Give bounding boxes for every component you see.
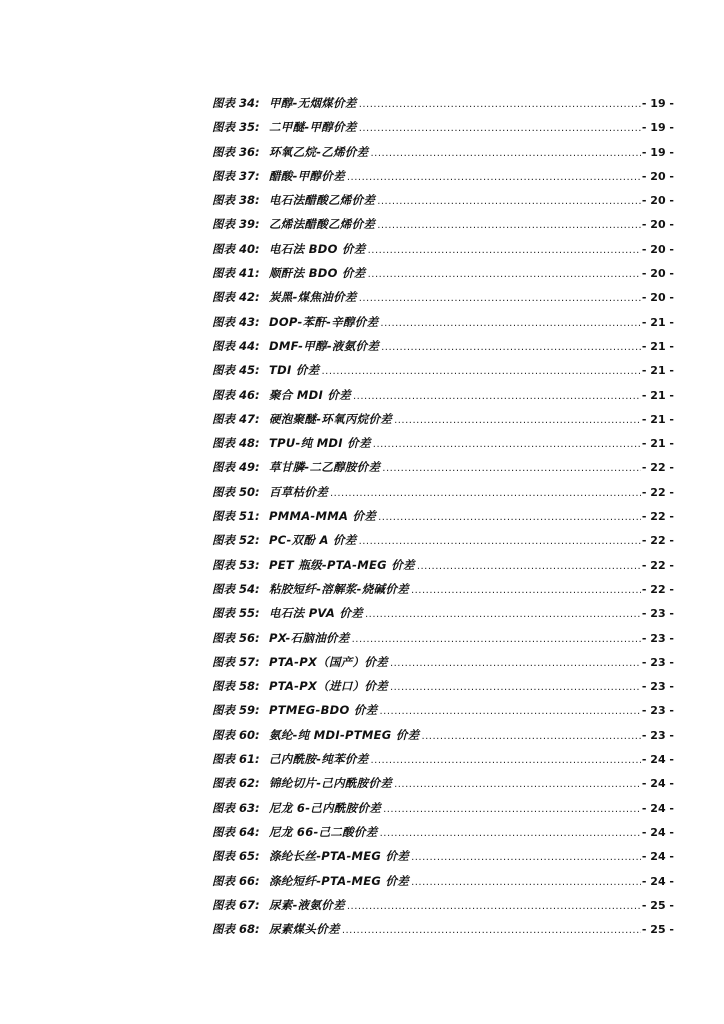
figure-number: 图表 42: — [212, 290, 260, 305]
dot-leader — [359, 287, 641, 311]
figure-number: 图表 60: — [212, 727, 260, 742]
dot-leader — [417, 555, 641, 579]
toc-entry[interactable] — [212, 212, 674, 236]
page-number[interactable]: - 20 - — [641, 194, 674, 208]
page-number[interactable]: - 21 - — [641, 437, 674, 451]
toc-entry[interactable] — [212, 698, 674, 722]
figure-title[interactable]: 涤纶长丝-PTA-MEG 价差 — [269, 849, 410, 864]
toc-entry[interactable] — [212, 431, 674, 455]
page-number[interactable]: - 21 - — [641, 339, 674, 353]
figure-title[interactable]: 氨纶-纯 MDI-PTMEG 价差 — [269, 727, 420, 742]
dot-leader — [347, 895, 641, 919]
figure-title[interactable]: 顺酐法 BDO 价差 — [269, 266, 366, 281]
figure-title[interactable]: 己内酰胺-纯苯价差 — [269, 752, 369, 767]
page-number[interactable]: - 21 - — [641, 412, 674, 426]
toc-entry[interactable] — [212, 188, 674, 212]
figure-number: 图表 44: — [212, 338, 260, 353]
figure-title[interactable]: 锦纶切片-己内酰胺价差 — [269, 776, 393, 791]
dot-leader — [383, 798, 641, 822]
figure-title[interactable]: TPU-纯 MDI 价差 — [269, 436, 371, 451]
dot-leader — [368, 239, 641, 263]
dot-leader — [411, 846, 641, 870]
toc-entry[interactable] — [212, 796, 674, 820]
figure-number: 图表 39: — [212, 217, 260, 232]
toc-entry[interactable] — [212, 771, 674, 795]
figure-number: 图表 35: — [212, 120, 260, 135]
figure-number: 图表 62: — [212, 776, 260, 791]
page-number[interactable]: - 23 - — [641, 655, 674, 669]
toc-entry[interactable] — [212, 480, 674, 504]
toc-entry[interactable] — [212, 723, 674, 747]
page-number[interactable]: - 21 - — [641, 388, 674, 402]
figure-number: 图表 64: — [212, 824, 260, 839]
page-number[interactable]: - 23 - — [641, 607, 674, 621]
toc-entry[interactable] — [212, 115, 674, 139]
dot-leader — [377, 214, 641, 238]
figure-number: 图表 58: — [212, 679, 260, 694]
dot-leader — [370, 749, 640, 773]
figure-title[interactable]: DOP-苯酐-辛醇价差 — [269, 314, 379, 329]
figure-number: 图表 61: — [212, 752, 260, 767]
dot-leader — [359, 117, 641, 141]
toc-entry[interactable] — [212, 310, 674, 334]
figure-number: 图表 56: — [212, 630, 260, 645]
toc-entry[interactable] — [212, 504, 674, 528]
figure-title[interactable]: PX-石脑油价差 — [269, 630, 350, 645]
figure-number: 图表 67: — [212, 897, 260, 912]
page-number[interactable]: - 24 - — [641, 825, 674, 839]
page-number[interactable]: - 21 - — [641, 315, 674, 329]
figure-number: 图表 68: — [212, 922, 260, 937]
dot-leader — [359, 93, 641, 117]
figure-title[interactable]: 草甘膦-二乙醇胺价差 — [269, 460, 381, 475]
dot-leader — [370, 142, 640, 166]
page-number[interactable]: - 24 - — [641, 753, 674, 767]
dot-leader — [379, 700, 640, 724]
page-number[interactable]: - 20 - — [641, 291, 674, 305]
toc-entry[interactable] — [212, 164, 674, 188]
dot-leader — [330, 482, 641, 506]
page-number[interactable]: - 20 - — [641, 169, 674, 183]
dot-leader — [347, 166, 641, 190]
page-number[interactable]: - 24 - — [641, 801, 674, 815]
figure-title[interactable]: PC-双酚 A 价差 — [269, 533, 357, 548]
page-number[interactable]: - 19 - — [641, 97, 674, 110]
figure-title[interactable]: 尼龙 66-己二酸价差 — [269, 824, 378, 839]
dot-leader — [352, 628, 641, 652]
page-number[interactable]: - 25 - — [641, 898, 674, 912]
page-number[interactable]: - 23 - — [641, 704, 674, 718]
toc-entry[interactable] — [212, 747, 674, 771]
dot-leader — [365, 603, 641, 627]
figure-number: 图表 45: — [212, 363, 260, 378]
figure-title[interactable]: PTA-PX（进口）价差 — [269, 679, 388, 694]
toc-entry[interactable] — [212, 577, 674, 601]
dot-leader — [342, 919, 641, 943]
figure-title[interactable]: PTA-PX（国产）价差 — [269, 654, 388, 669]
figure-number: 图表 53: — [212, 557, 260, 572]
figure-number: 图表 36: — [212, 144, 260, 159]
toc-entry[interactable] — [212, 383, 674, 407]
toc-entry[interactable] — [212, 285, 674, 309]
figure-title[interactable]: 粘胶短纤-溶解浆-烧碱价差 — [269, 581, 409, 596]
figure-number: 图表 38: — [212, 193, 260, 208]
page-number[interactable]: - 20 - — [641, 242, 674, 256]
figure-title[interactable]: 乙烯法醋酸乙烯价差 — [269, 217, 376, 232]
page-number[interactable]: - 22 - — [641, 485, 674, 499]
table-of-figures — [212, 91, 674, 941]
figure-number: 图表 55: — [212, 606, 260, 621]
figure-number: 图表 48: — [212, 436, 260, 451]
figure-number: 图表 50: — [212, 484, 260, 499]
dot-leader — [378, 506, 641, 530]
toc-entry[interactable] — [212, 674, 674, 698]
toc-entry[interactable] — [212, 261, 674, 285]
toc-entry[interactable] — [212, 358, 674, 382]
page-number[interactable]: - 24 - — [641, 850, 674, 864]
dot-leader — [421, 725, 640, 749]
page-number[interactable]: - 22 - — [641, 582, 674, 596]
page-number[interactable]: - 24 - — [641, 874, 674, 888]
figure-title[interactable]: 环氧乙烷-乙烯价差 — [269, 144, 369, 159]
figure-title[interactable]: 涤纶短纤-PTA-MEG 价差 — [269, 873, 410, 888]
figure-title[interactable]: 二甲醚-甲醇价差 — [269, 120, 357, 135]
figure-title[interactable]: DMF-甲醇-液氨价差 — [269, 338, 380, 353]
toc-entry[interactable] — [212, 334, 674, 358]
page-number[interactable]: - 22 - — [641, 461, 674, 475]
toc-entry[interactable] — [212, 650, 674, 674]
figure-title[interactable]: 电石法 BDO 价差 — [269, 241, 366, 256]
toc-entry[interactable] — [212, 528, 674, 552]
figure-number: 图表 47: — [212, 411, 260, 426]
toc-entry[interactable] — [212, 917, 674, 941]
toc-entry[interactable] — [212, 869, 674, 893]
toc-entry[interactable] — [212, 601, 674, 625]
page-number[interactable]: - 19 - — [641, 121, 674, 135]
dot-leader — [411, 579, 641, 603]
dot-leader — [394, 773, 641, 797]
page-number[interactable]: - 22 - — [641, 534, 674, 548]
dot-leader — [321, 360, 640, 384]
figure-number: 图表 59: — [212, 703, 260, 718]
figure-title[interactable]: TDI 价差 — [269, 363, 320, 378]
figure-title[interactable]: 百草枯价差 — [269, 484, 328, 499]
dot-leader — [359, 530, 641, 554]
dot-leader — [390, 676, 641, 700]
page-number[interactable]: - 19 - — [641, 145, 674, 159]
figure-title[interactable]: 尿素-液氨价差 — [269, 897, 345, 912]
toc-entry[interactable] — [212, 626, 674, 650]
figure-number: 图表 51: — [212, 509, 260, 524]
figure-title[interactable]: PTMEG-BDO 价差 — [269, 703, 378, 718]
toc-entry[interactable] — [212, 455, 674, 479]
dot-leader — [353, 385, 641, 409]
figure-title[interactable]: 聚合 MDI 价差 — [269, 387, 351, 402]
dot-leader — [394, 409, 641, 433]
dot-leader — [380, 822, 641, 846]
figure-title[interactable]: 炭黑-煤焦油价差 — [269, 290, 357, 305]
page-number[interactable]: - 20 - — [641, 267, 674, 281]
figure-title[interactable]: 硬泡聚醚-环氧丙烷价差 — [269, 411, 393, 426]
dot-leader — [411, 871, 641, 895]
toc-entry[interactable] — [212, 553, 674, 577]
figure-title[interactable]: PET 瓶级-PTA-MEG 价差 — [269, 557, 415, 572]
dot-leader — [368, 263, 641, 287]
figure-number: 图表 40: — [212, 241, 260, 256]
figure-number: 图表 43: — [212, 314, 260, 329]
figure-title[interactable]: 尿素煤头价差 — [269, 922, 340, 937]
figure-title[interactable]: 尼龙 6-己内酰胺价差 — [269, 800, 382, 815]
toc-entry[interactable] — [212, 91, 674, 115]
toc-entry[interactable] — [212, 140, 674, 164]
figure-number: 图表 49: — [212, 460, 260, 475]
figure-title[interactable]: 甲醇-无烟煤价差 — [269, 96, 357, 110]
page-number[interactable]: - 24 - — [641, 777, 674, 791]
dot-leader — [377, 190, 641, 214]
dot-leader — [390, 652, 641, 676]
page-number[interactable]: - 23 - — [641, 631, 674, 645]
figure-title[interactable]: 电石法 PVA 价差 — [269, 606, 363, 621]
figure-number: 图表 63: — [212, 800, 260, 815]
toc-entry[interactable] — [212, 237, 674, 261]
dot-leader — [380, 312, 640, 336]
page-number[interactable]: - 21 - — [641, 364, 674, 378]
page-number[interactable]: - 20 - — [641, 218, 674, 232]
figure-number: 图表 54: — [212, 581, 260, 596]
page-number[interactable]: - 22 - — [641, 558, 674, 572]
figure-number: 图表 34: — [212, 96, 260, 110]
dot-leader — [373, 433, 641, 457]
figure-number: 图表 57: — [212, 654, 260, 669]
dot-leader — [382, 457, 641, 481]
figure-title[interactable]: 醋酸-甲醇价差 — [269, 168, 345, 183]
page-number[interactable]: - 23 - — [641, 728, 674, 742]
figure-number: 图表 66: — [212, 873, 260, 888]
figure-title[interactable]: PMMA-MMA 价差 — [269, 509, 377, 524]
dot-leader — [381, 336, 641, 360]
figure-number: 图表 41: — [212, 266, 260, 281]
toc-entry[interactable] — [212, 893, 674, 917]
figure-number: 图表 52: — [212, 533, 260, 548]
page-number[interactable]: - 25 - — [641, 923, 674, 937]
toc-entry[interactable] — [212, 820, 674, 844]
figure-number: 图表 46: — [212, 387, 260, 402]
page-number[interactable]: - 22 - — [641, 510, 674, 524]
figure-title[interactable]: 电石法醋酸乙烯价差 — [269, 193, 376, 208]
toc-entry[interactable] — [212, 407, 674, 431]
figure-number: 图表 37: — [212, 168, 260, 183]
figure-number: 图表 65: — [212, 849, 260, 864]
page-number[interactable]: - 23 - — [641, 680, 674, 694]
toc-entry[interactable] — [212, 844, 674, 868]
